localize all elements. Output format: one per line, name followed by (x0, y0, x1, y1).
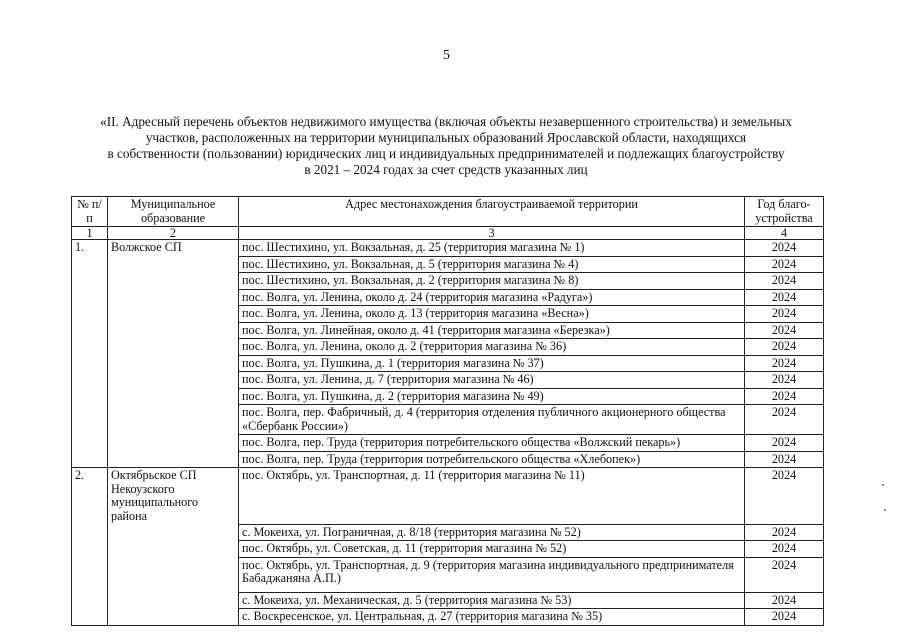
year-cell: 2024 (745, 372, 824, 389)
municipality-cell: Октябрьское СП Некоузского муниципального района (108, 468, 239, 525)
group-volzhskoe (72, 240, 824, 468)
year-cell: 2024 (745, 451, 824, 468)
year-cell: 2024 (745, 592, 824, 609)
table-row (72, 524, 824, 541)
heading-line: в 2021 – 2024 годах за счет средств указанных лиц (304, 162, 588, 177)
table-row (72, 451, 824, 468)
table-row (72, 306, 824, 323)
address-cell: пос. Волга, ул. Ленина, д. 7 (территория магазина № 46) (239, 372, 745, 389)
year-cell: 2024 (745, 524, 824, 541)
table-row (72, 609, 824, 626)
table-row (72, 468, 824, 525)
table-row (72, 388, 824, 405)
year-cell: 2024 (745, 256, 824, 273)
address-cell: пос. Шестихино, ул. Вокзальная, д. 5 (территория магазина № 4) (239, 256, 745, 273)
address-cell: пос. Волга, ул. Пушкина, д. 2 (территория магазина № 49) (239, 388, 745, 405)
table-row (72, 541, 824, 558)
address-cell: пос. Волга, ул. Пушкина, д. 1 (территория магазина № 37) (239, 355, 745, 372)
table-row (72, 256, 824, 273)
scan-speck (884, 509, 886, 511)
table-row (72, 592, 824, 609)
year-cell: 2024 (745, 306, 824, 323)
address-cell: пос. Октябрь, ул. Транспортная, д. 9 (территория магазина индивидуального предпринимателя Бабаджаняна А.П.) (239, 557, 745, 592)
column-number: 2 (108, 227, 239, 240)
address-cell: пос. Волга, пер. Труда (территория потребительского общества «Волжский пекарь») (239, 435, 745, 452)
row-number: 1. (72, 240, 108, 257)
address-register-table (71, 196, 824, 626)
year-cell: 2024 (745, 435, 824, 452)
address-cell: с. Мокеиха, ул. Механическая, д. 5 (территория магазина № 53) (239, 592, 745, 609)
column-number: 1 (72, 227, 108, 240)
year-cell: 2024 (745, 355, 824, 372)
column-number-row (72, 227, 824, 240)
page-number: 5 (443, 48, 450, 63)
header-address: Адрес местонахождения благоустраиваемой территории (239, 197, 745, 227)
address-cell: пос. Шестихино, ул. Вокзальная, д. 2 (территория магазина № 8) (239, 273, 745, 290)
table-row (72, 435, 824, 452)
municipality-cell: Волжское СП (108, 240, 239, 257)
heading-line: участков, расположенных на территории муниципальных образований Ярославской области, находящихся (145, 130, 747, 145)
address-cell: пос. Октябрь, ул. Советская, д. 11 (территория магазина № 52) (239, 541, 745, 558)
header-num: № п/п (72, 197, 108, 227)
year-cell: 2024 (745, 273, 824, 290)
year-cell: 2024 (745, 388, 824, 405)
table-row (72, 557, 824, 592)
year-cell: 2024 (745, 339, 824, 356)
address-cell: пос. Волга, ул. Ленина, около д. 24 (территория магазина «Радуга») (239, 289, 745, 306)
year-cell: 2024 (745, 240, 824, 257)
year-cell: 2024 (745, 405, 824, 435)
year-cell: 2024 (745, 289, 824, 306)
table-row (72, 322, 824, 339)
address-cell: с. Мокеиха, ул. Пограничная, д. 8/18 (территория магазина № 52) (239, 524, 745, 541)
table-header-row (72, 197, 824, 227)
row-number: 2. (72, 468, 108, 525)
heading-line: «II. Адресный перечень объектов недвижимого имущества (включая объекты незавершенного строительства) и земельных (100, 114, 792, 129)
year-cell: 2024 (745, 322, 824, 339)
heading-line: в собственности (пользовании) юридических лиц и индивидуальных предпринимателей и подлежащих благоустройству (107, 146, 785, 161)
address-cell: пос. Октябрь, ул. Транспортная, д. 11 (территория магазина № 11) (239, 468, 745, 525)
section-heading (56, 114, 836, 178)
group-oktyabrskoe (72, 468, 824, 626)
address-cell: пос. Волга, ул. Ленина, около д. 13 (территория магазина «Весна») (239, 306, 745, 323)
table-row (72, 339, 824, 356)
year-cell: 2024 (745, 468, 824, 525)
table-row (72, 273, 824, 290)
address-cell: пос. Волга, ул. Ленина, около д. 2 (территория магазина № 36) (239, 339, 745, 356)
table-row (72, 289, 824, 306)
table-row (72, 240, 824, 257)
year-cell: 2024 (745, 541, 824, 558)
table-row (72, 405, 824, 435)
address-cell: пос. Волга, ул. Линейная, около д. 41 (территория магазина «Березка») (239, 322, 745, 339)
column-number: 3 (239, 227, 745, 240)
header-municipality: Муниципальное образование (108, 197, 239, 227)
table-row (72, 355, 824, 372)
year-cell: 2024 (745, 557, 824, 592)
address-cell: с. Воскресенское, ул. Центральная, д. 27 (территория магазина № 35) (239, 609, 745, 626)
address-cell: пос. Шестихино, ул. Вокзальная, д. 25 (территория магазина № 1) (239, 240, 745, 257)
year-cell: 2024 (745, 609, 824, 626)
scan-speck (882, 484, 884, 486)
address-cell: пос. Волга, пер. Фабричный, д. 4 (территория отделения публичного акционерного общества «Сбербанк России») (239, 405, 745, 435)
table-row (72, 372, 824, 389)
address-cell: пос. Волга, пер. Труда (территория потребительского общества «Хлебопек») (239, 451, 745, 468)
header-year: Год благо-устройства (745, 197, 824, 227)
column-number: 4 (745, 227, 824, 240)
